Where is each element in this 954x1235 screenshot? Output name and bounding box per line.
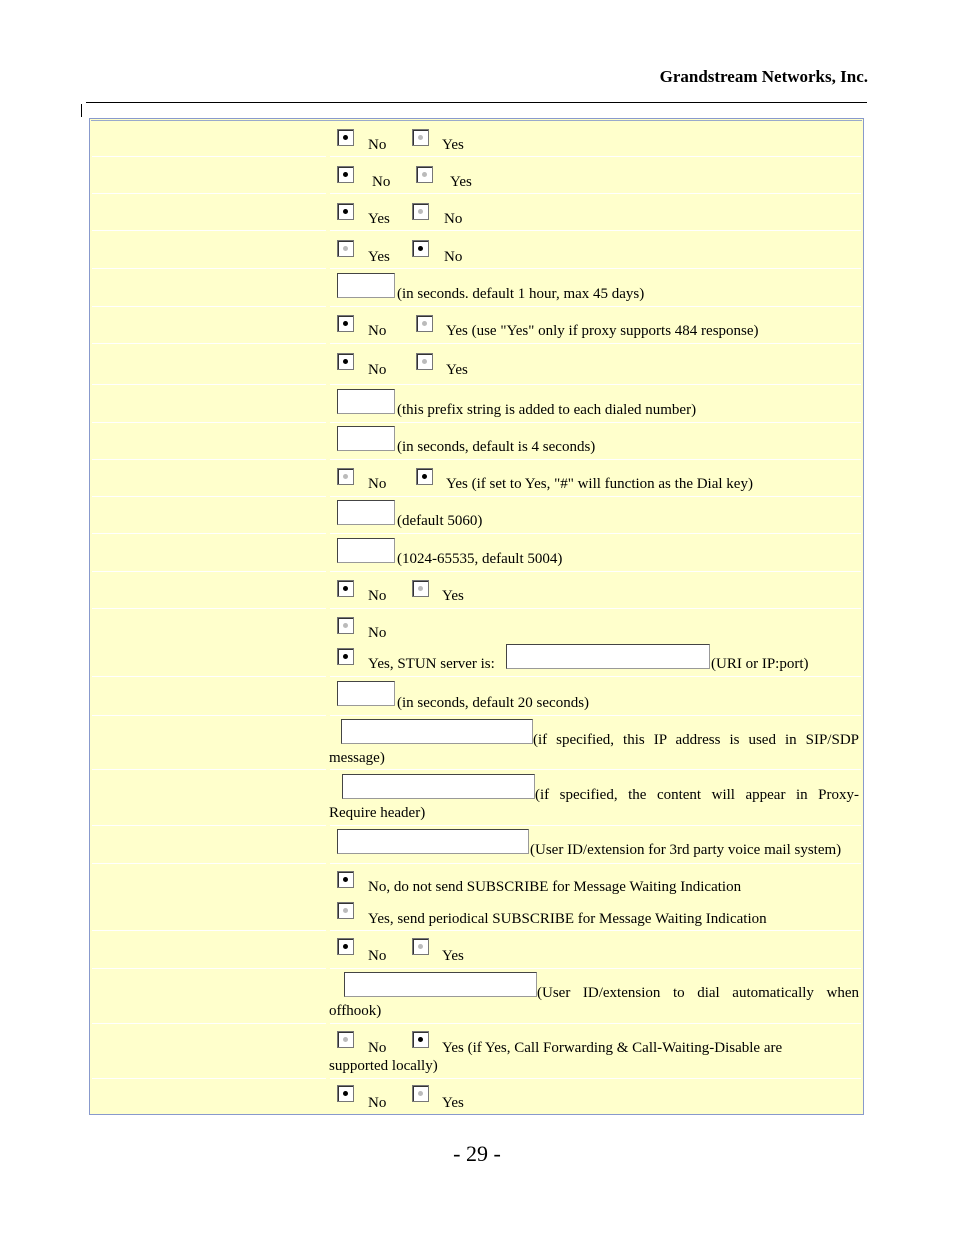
table-row xyxy=(90,1079,863,1114)
table-row xyxy=(90,423,863,460)
company-header: Grandstream Networks, Inc. xyxy=(659,67,868,86)
table-row xyxy=(90,716,863,770)
table-row xyxy=(90,344,863,385)
field-note: (if specified, this IP address is used in SIP/SDP xyxy=(533,732,859,748)
radio-off-icon[interactable] xyxy=(416,166,433,183)
option-label: No xyxy=(368,362,387,378)
option-label: No xyxy=(372,174,391,190)
field-note: (URI or IP:port) xyxy=(711,656,809,672)
option-label: Yes, send periodical SUBSCRIBE for Message Waiting Indication xyxy=(368,911,767,927)
voice-mail-user-id-input[interactable] xyxy=(337,829,529,854)
option-label: Yes xyxy=(442,1095,464,1111)
option-label: No xyxy=(368,137,387,153)
local-rtp-port-input[interactable] xyxy=(337,538,395,563)
table-row xyxy=(90,385,863,423)
radio-on-icon[interactable] xyxy=(412,1031,429,1048)
stun-server-input[interactable] xyxy=(506,644,710,669)
radio-off-icon[interactable] xyxy=(416,353,433,370)
option-label: Yes xyxy=(368,211,390,227)
table-row xyxy=(90,677,863,716)
option-label: No xyxy=(368,476,387,492)
table-row xyxy=(90,609,863,677)
offhook-auto-dial-input[interactable] xyxy=(344,972,537,997)
option-label: Yes xyxy=(450,174,472,190)
option-label: No xyxy=(368,1095,387,1111)
option-label: No xyxy=(444,249,463,265)
option-label: No xyxy=(368,323,387,339)
field-note: (1024-65535, default 5004) xyxy=(397,551,563,567)
table-row xyxy=(90,119,863,157)
option-label: Yes xyxy=(442,137,464,153)
option-label: Yes, STUN server is: xyxy=(368,656,495,672)
table-row xyxy=(90,931,863,969)
radio-on-icon[interactable] xyxy=(337,166,354,183)
keep-alive-interval-input[interactable] xyxy=(337,681,395,706)
field-note: (in seconds, default is 4 seconds) xyxy=(397,439,596,455)
radio-on-icon[interactable] xyxy=(416,468,433,485)
field-note: (default 5060) xyxy=(397,513,483,529)
option-label: Yes xyxy=(368,249,390,265)
radio-off-icon[interactable] xyxy=(337,468,354,485)
field-note: (in seconds, default 20 seconds) xyxy=(397,695,590,711)
table-row xyxy=(90,307,863,344)
radio-on-icon[interactable] xyxy=(337,938,354,955)
table-row xyxy=(90,1024,863,1079)
session-expiration-input[interactable] xyxy=(337,273,395,298)
dial-prefix-input[interactable] xyxy=(337,389,395,414)
table-row xyxy=(90,770,863,826)
table-row xyxy=(90,157,863,194)
radio-off-icon[interactable] xyxy=(412,1085,429,1102)
proxy-require-input[interactable] xyxy=(342,774,535,799)
field-note: (User ID/extension for 3rd party voice mail system) xyxy=(530,842,842,858)
radio-on-icon[interactable] xyxy=(337,203,354,220)
radio-on-icon[interactable] xyxy=(337,315,354,332)
option-label: Yes (use "Yes" only if proxy supports 484 response) xyxy=(446,323,759,339)
no-key-timeout-input[interactable] xyxy=(337,426,395,451)
nat-ip-input[interactable] xyxy=(341,719,533,744)
radio-on-icon[interactable] xyxy=(337,129,354,146)
option-label: No xyxy=(368,588,387,604)
table-row xyxy=(90,969,863,1024)
settings-table xyxy=(89,118,864,1115)
table-row xyxy=(90,826,863,864)
radio-off-icon[interactable] xyxy=(412,938,429,955)
table-row xyxy=(90,269,863,307)
radio-off-icon[interactable] xyxy=(337,240,354,257)
table-row xyxy=(90,460,863,497)
field-note: (User ID/extension to dial automatically when xyxy=(537,985,859,1001)
radio-on-icon[interactable] xyxy=(337,871,354,888)
table-row xyxy=(90,864,863,931)
option-label: Yes (if set to Yes, "#" will function as the Dial key) xyxy=(446,476,753,492)
option-label: Yes (if Yes, Call Forwarding & Call-Waiting-Disable are xyxy=(442,1040,783,1056)
table-row xyxy=(90,194,863,231)
radio-on-icon[interactable] xyxy=(337,648,354,665)
radio-off-icon[interactable] xyxy=(412,580,429,597)
margin-tick xyxy=(81,104,82,117)
radio-off-icon[interactable] xyxy=(412,129,429,146)
table-row xyxy=(90,534,863,572)
option-label: No xyxy=(444,211,463,227)
radio-on-icon[interactable] xyxy=(412,240,429,257)
radio-off-icon[interactable] xyxy=(416,315,433,332)
table-row xyxy=(90,572,863,609)
radio-on-icon[interactable] xyxy=(337,1085,354,1102)
field-note-continued: offhook) xyxy=(329,1003,382,1019)
option-label: No xyxy=(368,625,387,641)
field-note-continued: message) xyxy=(329,750,385,766)
page-number: - 29 - xyxy=(453,1141,501,1166)
local-sip-port-input[interactable] xyxy=(337,500,395,525)
radio-off-icon[interactable] xyxy=(337,1031,354,1048)
header-rule xyxy=(86,102,867,103)
table-row xyxy=(90,497,863,534)
option-label-continued: supported locally) xyxy=(329,1058,438,1074)
table-row xyxy=(90,231,863,269)
option-label: Yes xyxy=(446,362,468,378)
radio-off-icon[interactable] xyxy=(412,203,429,220)
radio-off-icon[interactable] xyxy=(337,617,354,634)
field-note: (if specified, the content will appear in Proxy- xyxy=(535,787,859,803)
field-note: (this prefix string is added to each dialed number) xyxy=(397,402,697,418)
option-label: No xyxy=(368,948,387,964)
option-label: Yes xyxy=(442,588,464,604)
radio-on-icon[interactable] xyxy=(337,353,354,370)
option-label: No, do not send SUBSCRIBE for Message Waiting Indication xyxy=(368,879,742,895)
field-note: (in seconds. default 1 hour, max 45 days) xyxy=(397,286,645,302)
option-label: No xyxy=(368,1040,387,1056)
radio-off-icon[interactable] xyxy=(337,902,354,919)
radio-on-icon[interactable] xyxy=(337,580,354,597)
field-note-continued: Require header) xyxy=(329,805,426,821)
option-label: Yes xyxy=(442,948,464,964)
